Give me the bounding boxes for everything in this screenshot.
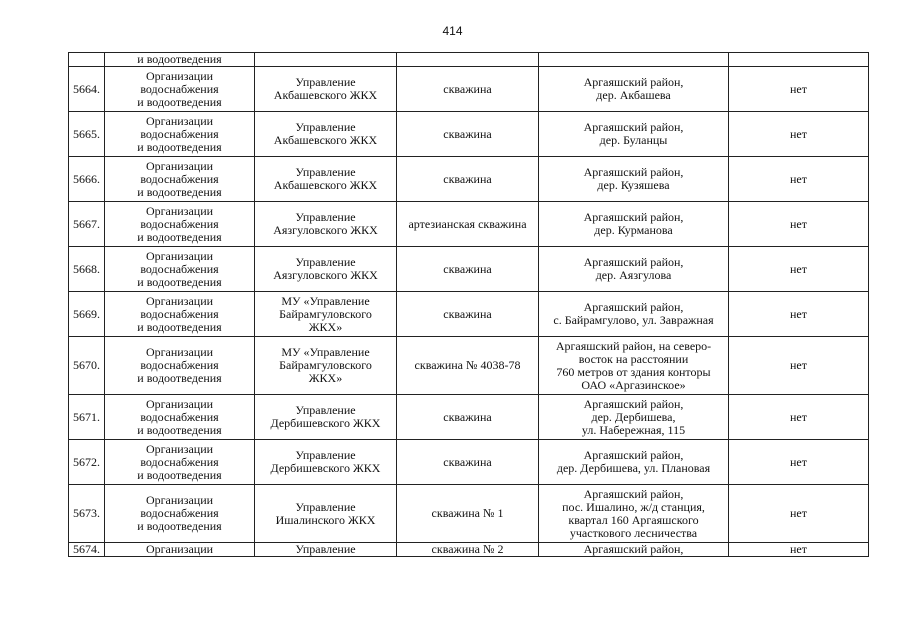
table-row — [69, 440, 869, 485]
organization-line: и водоотведения — [137, 274, 222, 289]
cell-organization — [105, 67, 255, 112]
manager-line: Аязгуловского ЖКХ — [273, 268, 378, 282]
cell-organization — [105, 337, 255, 395]
cell-number: 5671. — [69, 395, 105, 440]
manager-line: Управление — [295, 165, 356, 179]
cell-object-type — [397, 485, 539, 543]
cell-number: 5669. — [69, 292, 105, 337]
cell-organization — [105, 440, 255, 485]
cell-status: нет — [729, 485, 869, 543]
location-line: дер. Буланцы — [599, 133, 668, 147]
cell-location — [539, 53, 729, 67]
cell-number: 5672. — [69, 440, 105, 485]
location-line: Аргаяшский район, — [583, 396, 684, 411]
cell-location — [539, 247, 729, 292]
cell-manager — [255, 157, 397, 202]
cell-status: нет — [729, 292, 869, 337]
cell-organization — [105, 395, 255, 440]
cell-manager — [255, 485, 397, 543]
location-line: дер. Курманова — [594, 223, 673, 237]
organization-line: водоснабжения — [140, 81, 219, 96]
location-line: восток на расстоянии — [578, 351, 689, 366]
organization-line: Организации — [145, 203, 214, 218]
registry-table — [68, 52, 869, 557]
location-line: Аргаяшский район, — [583, 75, 684, 89]
organization-line: Организации — [145, 441, 214, 456]
cell-location — [539, 395, 729, 440]
cell-object-type — [397, 247, 539, 292]
object-type-line: скважина — [443, 171, 492, 186]
manager-line: ЖКХ» — [308, 319, 343, 334]
cell-organization — [105, 53, 255, 67]
object-type-line: скважина — [443, 306, 492, 321]
cell-location — [539, 112, 729, 157]
cell-number — [69, 53, 105, 67]
organization-line: водоснабжения — [140, 171, 219, 186]
manager-line: Акбашевского ЖКХ — [273, 88, 378, 102]
organization-line: водоснабжения — [140, 454, 219, 469]
object-type-line: скважина № 1 — [431, 506, 504, 520]
organization-line: и водоотведения — [137, 467, 222, 482]
location-line: Аргаяшский район, — [583, 542, 684, 556]
location-line: Аргаяшский район, — [583, 300, 684, 314]
cell-number: 5666. — [69, 157, 105, 202]
cell-organization — [105, 543, 255, 557]
organization-line: водоснабжения — [140, 261, 219, 276]
object-type-line: скважина — [443, 409, 492, 424]
cell-object-type — [397, 112, 539, 157]
location-line: Аргаяшский район, — [583, 120, 684, 134]
organization-line: и водоотведения — [137, 139, 222, 154]
cell-manager — [255, 292, 397, 337]
cell-object-type — [397, 395, 539, 440]
table-row — [69, 543, 869, 557]
cell-manager — [255, 395, 397, 440]
manager-line: Ишалинского ЖКХ — [275, 512, 376, 527]
cell-organization — [105, 157, 255, 202]
location-line: Аргаяшский район, — [583, 486, 684, 501]
location-line: дер. Кузяшева — [597, 178, 670, 192]
cell-number: 5670. — [69, 337, 105, 395]
organization-line: и водоотведения — [137, 319, 222, 334]
location-line: дер. Дербишева, ул. Плановая — [556, 461, 711, 475]
organization-line: Организации — [145, 396, 214, 411]
registry-table-body — [69, 53, 869, 557]
manager-line: Акбашевского ЖКХ — [273, 133, 378, 147]
manager-line: Байрамгуловского — [279, 358, 372, 372]
cell-number: 5665. — [69, 112, 105, 157]
object-type-line: скважина — [443, 454, 492, 469]
organization-line: Организации — [145, 248, 214, 263]
cell-location — [539, 337, 729, 395]
cell-location — [539, 202, 729, 247]
manager-line: Управление — [295, 75, 356, 89]
organization-line: и водоотведения — [137, 519, 222, 533]
manager-line: Аязгуловского ЖКХ — [273, 223, 378, 237]
object-type-line: скважина № 4038-78 — [414, 358, 521, 372]
organization-line: Организации — [145, 542, 214, 556]
manager-line: МУ «Управление — [281, 345, 370, 359]
location-line: Аргаяшский район, — [583, 448, 684, 462]
manager-line: Дербишевского ЖКХ — [270, 461, 381, 475]
organization-line: водоснабжения — [140, 126, 219, 141]
cell-status: нет — [729, 157, 869, 202]
organization-line: водоснабжения — [140, 409, 219, 424]
cell-status: нет — [729, 440, 869, 485]
cell-object-type — [397, 337, 539, 395]
cell-manager — [255, 53, 397, 67]
location-line: участкового лесничества — [569, 525, 698, 540]
manager-line: Байрамгуловского — [279, 306, 372, 321]
cell-status: нет — [729, 337, 869, 395]
location-line: ул. Набережная, 115 — [581, 422, 686, 437]
manager-line: МУ «Управление — [281, 293, 370, 308]
manager-line: Управление — [295, 210, 356, 224]
cell-object-type — [397, 440, 539, 485]
cell-status: нет — [729, 395, 869, 440]
table-row — [69, 292, 869, 337]
cell-manager — [255, 202, 397, 247]
manager-line: Управление — [295, 542, 356, 556]
location-line: Аргаяшский район, на северо- — [555, 338, 712, 353]
cell-status — [729, 53, 869, 67]
continuation-row — [69, 53, 869, 67]
cell-status: нет — [729, 247, 869, 292]
cell-location — [539, 440, 729, 485]
organization-line: и водоотведения — [137, 422, 222, 437]
organization-line: и водоотведения — [137, 94, 222, 109]
manager-line: Управление — [295, 120, 356, 134]
cell-location — [539, 292, 729, 337]
organization-line: Организации — [145, 345, 214, 359]
organization-line: и водоотведения — [137, 371, 222, 385]
organization-line: Организации — [145, 68, 214, 83]
cell-status: нет — [729, 202, 869, 247]
cell-number: 5667. — [69, 202, 105, 247]
manager-line: Управление — [295, 403, 356, 417]
object-type-line: артезианская скважина — [408, 216, 527, 231]
cell-organization — [105, 247, 255, 292]
cell-location — [539, 543, 729, 557]
location-line: пос. Ишалино, ж/д станция, — [562, 499, 705, 514]
cell-number: 5668. — [69, 247, 105, 292]
object-type-line: скважина — [443, 261, 492, 276]
location-line: с. Байрамгулово, ул. Завражная — [553, 313, 714, 327]
cell-status: нет — [729, 543, 869, 557]
cell-organization — [105, 112, 255, 157]
table-row — [69, 202, 869, 247]
cell-object-type — [397, 202, 539, 247]
cell-manager — [255, 247, 397, 292]
organization-line: Организации — [145, 293, 214, 308]
manager-line: Управление — [295, 499, 356, 514]
organization-line: и водоотведения — [137, 184, 222, 199]
table-row — [69, 395, 869, 440]
organization-line: водоснабжения — [140, 216, 219, 231]
table-row — [69, 485, 869, 543]
cell-number: 5673. — [69, 485, 105, 543]
location-line: Аргаяшский район, — [583, 255, 684, 269]
table-row — [69, 247, 869, 292]
organization-line: и водоотведения — [137, 52, 222, 66]
organization-line: водоснабжения — [140, 506, 219, 520]
location-line: Аргаяшский район, — [583, 165, 684, 179]
cell-manager — [255, 440, 397, 485]
cell-location — [539, 157, 729, 202]
cell-manager — [255, 337, 397, 395]
object-type-line: скважина — [443, 81, 492, 96]
organization-line: водоснабжения — [140, 306, 219, 321]
cell-location — [539, 485, 729, 543]
organization-line: Организации — [145, 113, 214, 128]
manager-line: Акбашевского ЖКХ — [273, 178, 378, 192]
cell-manager — [255, 112, 397, 157]
cell-object-type — [397, 543, 539, 557]
manager-line: Дербишевского ЖКХ — [270, 416, 381, 430]
cell-object-type — [397, 53, 539, 67]
location-line: 760 метров от здания конторы — [556, 364, 711, 379]
cell-organization — [105, 292, 255, 337]
object-type-line: скважина № 2 — [431, 542, 504, 556]
cell-number: 5674. — [69, 543, 105, 557]
location-line: дер. Аязгулова — [595, 268, 672, 282]
cell-object-type — [397, 157, 539, 202]
location-line: дер. Акбашева — [596, 88, 671, 102]
cell-location — [539, 67, 729, 112]
cell-status: нет — [729, 67, 869, 112]
table-row — [69, 67, 869, 112]
location-line: квартал 160 Аргаяшского — [568, 512, 699, 527]
location-line: ОАО «Аргазинское» — [581, 377, 686, 392]
cell-manager — [255, 543, 397, 557]
table-row — [69, 337, 869, 395]
organization-line: водоснабжения — [140, 358, 219, 372]
manager-line: Управление — [295, 255, 356, 269]
location-line: дер. Дербишева, — [591, 409, 676, 424]
table-row — [69, 157, 869, 202]
organization-line: Организации — [145, 493, 214, 507]
cell-number: 5664. — [69, 67, 105, 112]
page-number: 414 — [442, 24, 463, 38]
manager-line: ЖКХ» — [308, 371, 343, 385]
cell-object-type — [397, 292, 539, 337]
cell-organization — [105, 485, 255, 543]
cell-object-type — [397, 67, 539, 112]
table-row — [69, 112, 869, 157]
manager-line: Управление — [295, 448, 356, 462]
location-line: Аргаяшский район, — [583, 210, 684, 224]
organization-line: и водоотведения — [137, 229, 222, 244]
object-type-line: скважина — [443, 126, 492, 141]
organization-line: Организации — [145, 158, 214, 173]
cell-manager — [255, 67, 397, 112]
cell-status: нет — [729, 112, 869, 157]
cell-organization — [105, 202, 255, 247]
